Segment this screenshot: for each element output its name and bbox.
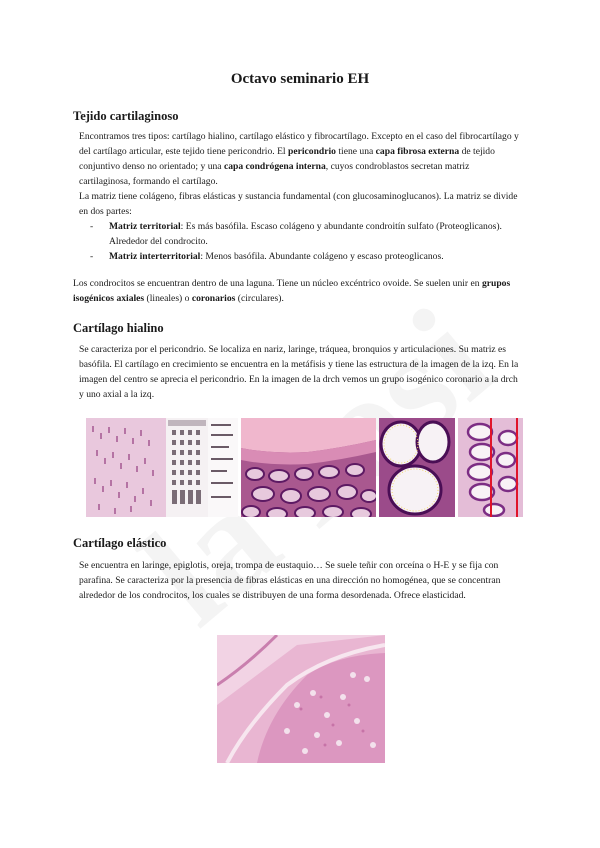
list-item: - Matriz interterritorial: Menos basófila. Abundante colágeno y escaso proteoglicanos.: [90, 249, 522, 264]
text-run: Los condrocitos se encuentran dentro de una laguna. Tiene un núcleo excéntrico ovoide. Se suelen unir en: [73, 278, 482, 289]
heading-tejido-cartilaginoso: Tejido cartilaginoso: [73, 109, 179, 123]
bold-term: pericondrio: [288, 146, 336, 157]
heading-cartilago-elastico: Cartílago elástico: [73, 536, 167, 550]
paragraph-hialino: Se caracteriza por el pericondrio. Se localiza en nariz, laringe, tráquea, bronquios y articulaciones. Su matriz es basófila. El cartílago en crecimiento se encuentra en la metáfisis y tiene las estructura de la imagen de la izq. En la imagen del centro se aprecia el pericondrio. En la imagen de la drch vemos un grupo isogénico coronario a la drch y uno axial a la izq.: [79, 344, 519, 400]
paragraph-matriz: La matriz tiene colágeno, fibras elásticas y sustancia fundamental (con glucosaminoglucanos). La matriz se divide en dos partes:: [79, 191, 518, 217]
page-title: Octavo seminario EH: [230, 71, 370, 87]
image-isogenic-coronario: [379, 418, 455, 517]
list-item: - Matriz territorial: Es más basófila. Escaso colágeno y abundante condroitín sulfato (Proteoglicanos). Alrededor del condrocito.: [90, 219, 522, 249]
image-perichondrium: [241, 418, 376, 517]
text-run: Encontramos tres tipos: cartílago hialino, cartílago elástico y fibrocartílago. Excepto en el caso del fibrocartílago y del cartílago articular, este tejido tiene pericondrio. El: [79, 131, 519, 157]
bold-term: capa condrógena interna: [223, 161, 326, 172]
matrix-list: [90, 219, 522, 264]
text-run: , cuyos condroblastos secretan matriz cartilaginosa, formando el cartílago.: [79, 161, 470, 187]
paragraph-condrocitos: [73, 276, 523, 306]
image-growth-plate: [86, 418, 238, 517]
bold-term: grupos isogénicos axiales: [73, 278, 511, 304]
text-run: de tejido conjuntivo denso no orientado; y una: [79, 146, 495, 172]
bold-term: capa fibrosa externa: [375, 146, 460, 157]
paragraph-intro: [79, 129, 522, 189]
text-run: (circulares).: [235, 293, 284, 304]
text-run: tiene una: [335, 146, 376, 157]
image-elastic-cartilage: [217, 635, 385, 763]
text-run: (lineales) o: [144, 293, 192, 304]
heading-cartilago-hialino: Cartílago hialino: [73, 321, 164, 335]
image-isogenic-axial: [458, 418, 523, 517]
paragraph-elastico: Se encuentra en laringe, epiglotis, oreja, trompa de eustaquio… Se suele teñir con orceína o H-E y se fija con parafina. Se caracteriza por la presencia de fibras elásticas en una dirección no homogénea, que se concentran alrededor de los condrocitos, los cuales se distribuyen de una forma desordenada. Ofrece elasticidad.: [79, 560, 501, 601]
bold-term: coronarios: [191, 293, 236, 304]
